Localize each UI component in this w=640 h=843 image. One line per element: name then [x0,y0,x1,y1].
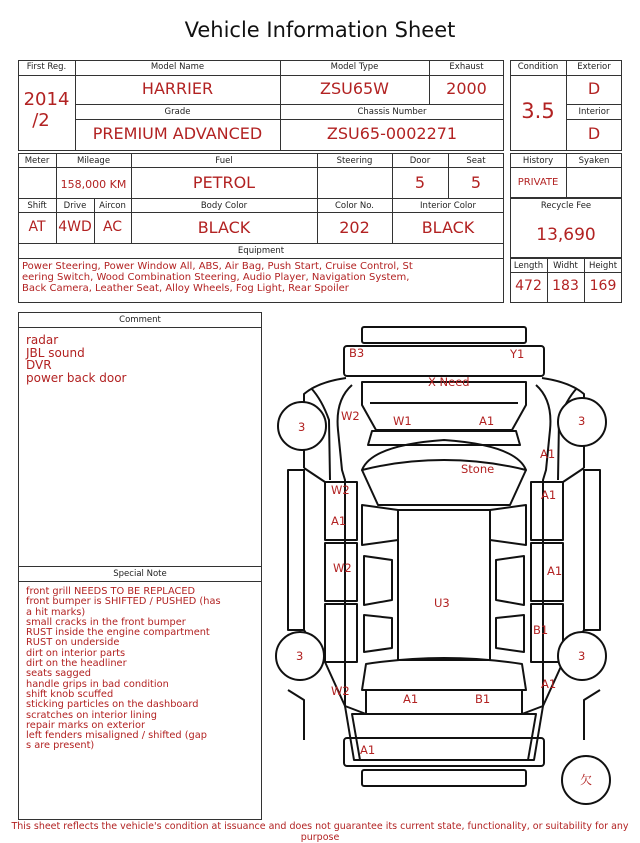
mark-a1-lfdoor: A1 [331,514,347,528]
recycle-fee-label: Recycle Fee [540,201,592,211]
interior-grade: D [587,124,601,143]
mark-b1-rq: B1 [533,623,549,637]
drive-label: Drive [63,201,87,211]
mark-tire-rr: 3 [578,649,586,663]
list-item: a hit marks) [26,606,86,618]
mark-a1-rfdoor: A1 [541,488,557,502]
fuel-value: PETROL [192,173,256,192]
drive-value: 4WD [58,219,92,235]
height-value: 169 [589,278,617,294]
door-value: 5 [414,173,426,192]
list-item: repair marks on exterior [26,719,146,731]
length-label: Length [513,261,544,271]
mark-w1: W1 [393,414,412,428]
special-note-list [26,587,258,752]
body-color-label: Body Color [200,201,248,211]
special-note-label: Special Note [113,569,167,579]
meter-label: Meter [24,156,50,166]
history-label: History [522,156,554,166]
shift-value: AT [28,219,46,235]
list-item: shift knob scuffed [26,688,114,700]
grade-value: PREMIUM ADVANCED [92,124,263,143]
aircon-label: Aircon [99,201,126,211]
mark-b3: B3 [349,346,365,360]
model-type-value: ZSU65W [319,79,389,98]
list-item: s are present) [26,740,95,752]
car-damage-diagram [268,318,632,818]
equipment-list: Power Steering, Power Window All, ABS, Air Bag, Push Start, Cruise Control, Steering Switch, Wood Combination Steering, Audio Player, Navigation System, Back Camera, Leather Seat, Alloy Wheels, Fog Light, Rear Spoiler [22,261,413,294]
exhaust-value: 2000 [446,79,487,98]
recycle-fee-value: 13,690 [536,225,596,245]
mark-tire-lr: 3 [296,649,304,663]
width-value: 183 [552,278,579,294]
mark-w2-a: W2 [341,409,360,423]
color-no-label: Color No. [334,201,374,211]
mark-ketsu: 欠 [580,773,593,787]
list-item: power back door [26,370,127,385]
list-item: seats sagged [26,668,91,680]
chassis-label: Chassis Number [357,107,427,117]
list-item: DVR [26,358,52,372]
history-value: PRIVATE [517,177,559,188]
list-item: JBL sound [26,345,85,360]
list-item: handle grips in bad condition [26,678,169,690]
chassis-value: ZSU65-0002271 [326,124,458,143]
mark-tire-rf: 3 [578,414,586,428]
exterior-grade: D [587,79,601,98]
mark-tire-lf: 3 [298,420,306,434]
list-item: front grill NEEDS TO BE REPLACED [26,586,196,597]
model-name-value: HARRIER [141,79,214,98]
mark-a1-roof: A1 [479,414,495,428]
disclaimer-footer: This sheet reflects the vehicle's condition at issuance and does not guarantee its current state, functionality, or suitability for any purpose [11,821,629,843]
mark-w2-d: W2 [331,684,350,698]
interior-color-value: BLACK [421,218,475,237]
page-title: Vehicle Information Sheet [184,18,456,42]
mark-x-need: X Need [428,375,470,389]
mark-stone: Stone [461,462,495,476]
list-item: RUST inside the engine compartment [26,627,210,639]
comment-list [26,334,256,384]
door-label: Door [409,156,431,166]
list-item: front bumper is SHIFTED / PUSHED (has [26,596,221,608]
list-item: sticking particles on the dashboard [26,699,199,711]
body-color-value: BLACK [197,218,251,237]
model-name-label: Model Name [150,62,205,72]
mark-w2-c: W2 [333,561,352,575]
seat-value: 5 [470,173,482,192]
model-type-label: Model Type [330,62,379,72]
exterior-label: Exterior [577,62,611,72]
equipment-label: Equipment [237,246,285,256]
color-no-value: 202 [339,218,370,237]
list-item: left fenders misaligned / shifted (gap [26,730,207,742]
interior-label: Interior [578,107,610,117]
mark-a1-rfender: A1 [540,447,556,461]
mark-a1-rrdoor: A1 [547,564,563,578]
list-item: dirt on interior parts [26,647,126,659]
grade-label: Grade [164,107,191,117]
interior-color-label: Interior Color [420,201,476,211]
list-item: radar [26,333,59,347]
width-label: Widht [553,261,578,271]
first-reg-label: First Reg. [26,62,67,72]
condition-grade: 3.5 [521,99,555,123]
mark-a1-glass: A1 [403,692,419,706]
mark-a1-rrq: A1 [541,677,557,691]
aircon-value: AC [102,219,123,235]
shift-label: Shift [27,201,47,211]
seat-label: Seat [466,156,486,166]
height-label: Height [588,261,618,271]
condition-label: Condition [517,62,559,72]
list-item: dirt on the headliner [26,658,127,670]
steering-label: Steering [336,156,373,166]
first-reg-month: /2 [32,110,50,131]
list-item: small cracks in the front bumper [26,616,186,628]
list-item: scratches on interior lining [26,709,158,721]
comment-label: Comment [119,315,161,325]
fuel-label: Fuel [215,156,233,166]
mark-y1: Y1 [510,347,525,361]
mark-w2-b: W2 [331,483,350,497]
mileage-value: 158,000 KM [60,178,127,191]
first-reg-year: 2014 [23,89,70,110]
list-item: RUST on underside [26,637,120,649]
mark-b1-glass: B1 [475,692,491,706]
mark-u3: U3 [434,596,450,610]
rear-bumper-top [362,327,526,343]
length-value: 472 [515,278,542,294]
syaken-label: Syaken [578,156,610,166]
exhaust-label: Exhaust [449,62,484,72]
mileage-label: Mileage [76,156,111,166]
mark-a1-bumper: A1 [360,743,376,757]
